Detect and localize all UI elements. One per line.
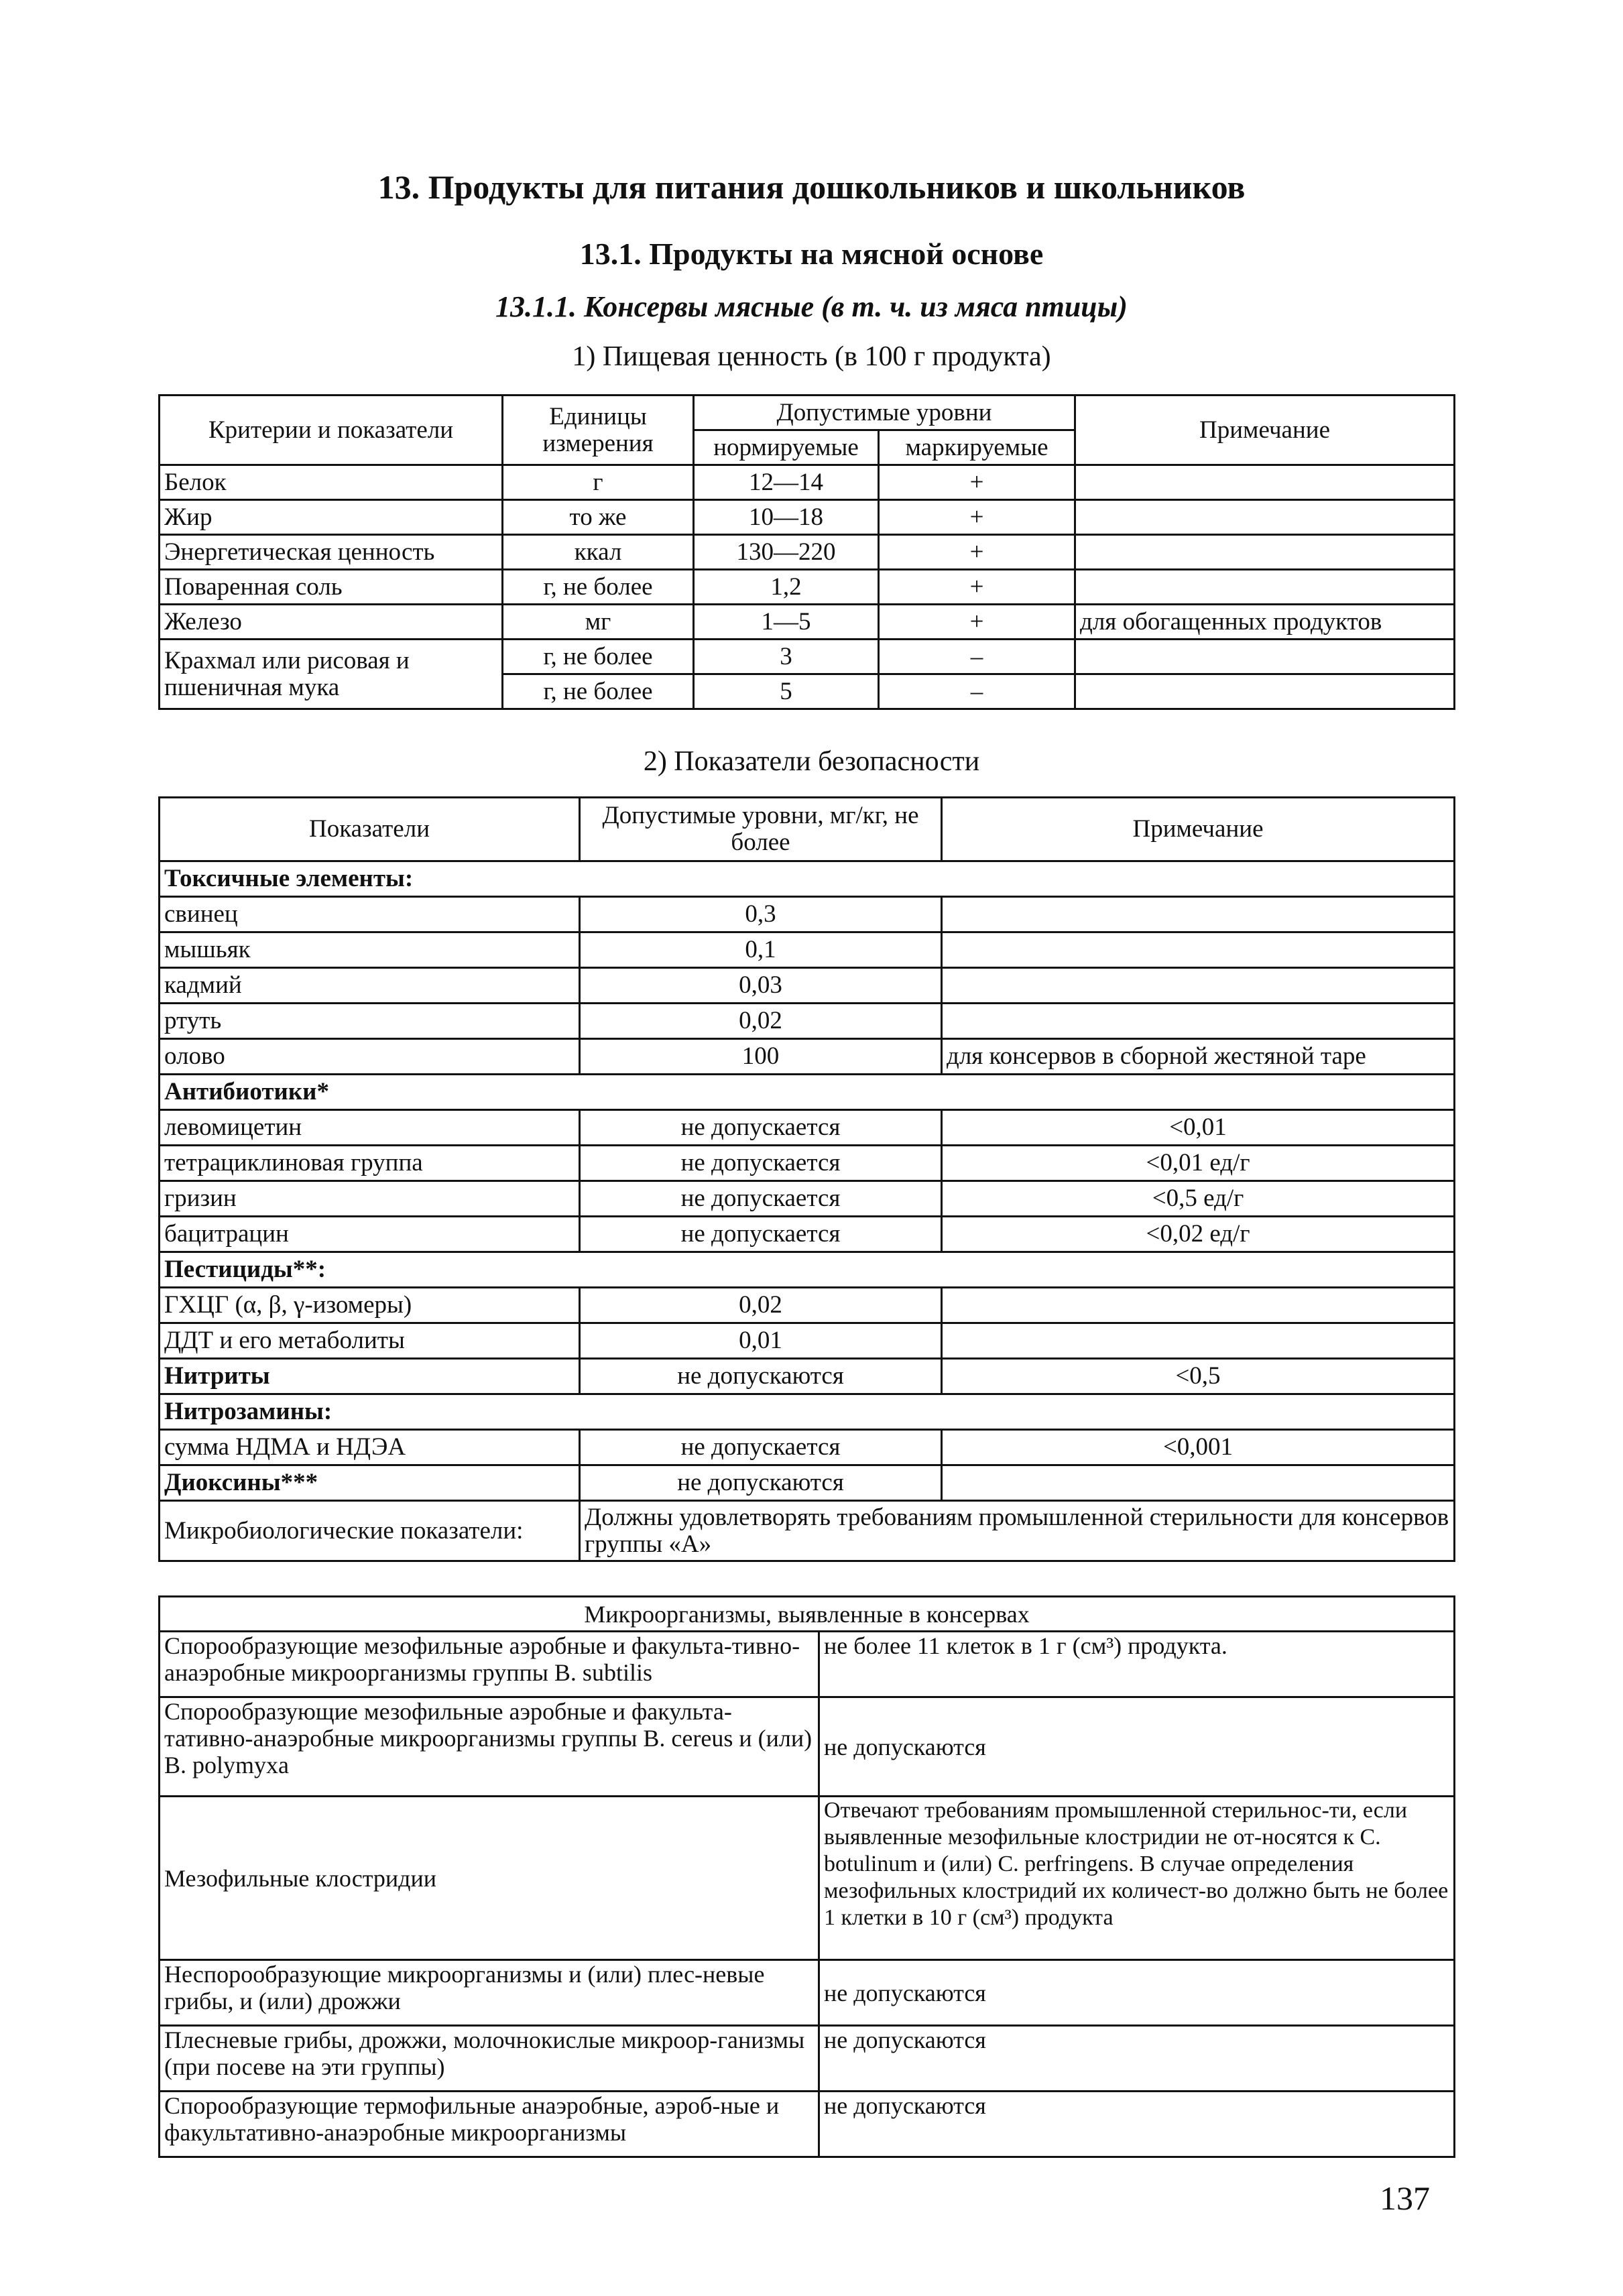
header-marked: маркируемые	[879, 430, 1075, 465]
header-note: Примечание	[1075, 396, 1455, 465]
row-name: олово	[160, 1039, 580, 1075]
row-marked: +	[879, 500, 1075, 535]
row-normed: 5	[694, 674, 879, 709]
header-levels: Допустимые уровни, мг/кг, не более	[580, 798, 942, 861]
table-row	[160, 640, 1455, 674]
table-row	[160, 1217, 1455, 1252]
row-name: кадмий	[160, 968, 580, 1004]
row-name: ГХЦГ (α, β, γ-изомеры)	[160, 1288, 580, 1323]
table-row	[160, 897, 1455, 932]
header-note: Примечание	[942, 798, 1455, 861]
header-criteria: Критерии и показатели	[160, 396, 503, 465]
page-title: 13. Продукты для питания дошкольников и школьников	[377, 168, 1246, 206]
row-normed: 3	[694, 640, 879, 674]
table-row	[160, 2092, 1455, 2157]
header-units: Единицы измерения	[503, 396, 694, 465]
table-row	[160, 1323, 1455, 1359]
row-level: 100	[580, 1039, 942, 1075]
row-marked: +	[879, 605, 1075, 640]
row-note: <0,5 ед/г	[942, 1181, 1455, 1217]
section-title: 13.1. Продукты на мясной основе	[579, 237, 1044, 271]
row-level: не допускаются	[580, 1465, 942, 1501]
row-name: сумма НДМА и НДЭА	[160, 1430, 580, 1465]
row-name: Плесневые грибы, дрожжи, молочнокислые микроор-ганизмы (при посеве на эти группы)	[160, 2026, 819, 2092]
row-normed: 1,2	[694, 570, 879, 605]
row-name: свинец	[160, 897, 580, 932]
table-row	[160, 2026, 1455, 2092]
row-normed: 12—14	[694, 465, 879, 500]
row-note	[942, 897, 1455, 932]
row-name: Спорообразующие термофильные анаэробные, аэроб-ные и факультативно-анаэробные микроорганизмы	[160, 2092, 819, 2157]
table-header-row	[160, 396, 1455, 430]
row-level: 0,1	[580, 932, 942, 968]
row-level: не допускается	[580, 1430, 942, 1465]
row-unit: г, не более	[503, 640, 694, 674]
header-levels: Допустимые уровни	[694, 396, 1075, 430]
table-row	[160, 1697, 1455, 1797]
table-row	[160, 605, 1455, 640]
row-name-starch: Крахмал или рисовая и пшеничная мука	[160, 640, 503, 709]
row-name: ДДТ и его метаболиты	[160, 1323, 580, 1359]
row-note	[1075, 570, 1455, 605]
row-value: Отвечают требованиям промышленной стерильнос-ти, если выявленные мезофильные клостридии не от-носятся к C. botulinum и (или) C. perfringens. В случае определения мезофильных клостридий их количест-во должно быть не более 1 клетки в 10 г (см³) продукта	[819, 1797, 1455, 1960]
nutrition-table	[158, 394, 1455, 710]
row-level: 0,02	[580, 1004, 942, 1039]
row-unit: мг	[503, 605, 694, 640]
row-marked: +	[879, 465, 1075, 500]
row-marked: –	[879, 640, 1075, 674]
row-note	[1075, 535, 1455, 570]
row-level: 0,03	[580, 968, 942, 1004]
row-unit: ккал	[503, 535, 694, 570]
microorganisms-table	[158, 1595, 1455, 2158]
row-value: не допускаются	[819, 1960, 1455, 2026]
safety-table	[158, 796, 1455, 1562]
table-row	[160, 1039, 1455, 1075]
table-row	[160, 1501, 1455, 1561]
row-note	[942, 932, 1455, 968]
row-name: Мезофильные клостридии	[160, 1797, 819, 1960]
row-name: Белок	[160, 465, 503, 500]
row-note: <0,01	[942, 1110, 1455, 1146]
micro-value: Должны удовлетворять требованиям промышленной стерильности для консервов группы «А»	[580, 1501, 1455, 1561]
row-name: левомицетин	[160, 1110, 580, 1146]
row-note	[1075, 640, 1455, 674]
row-level: не допускаются	[580, 1359, 942, 1394]
table-row	[160, 1797, 1455, 1960]
row-normed: 130—220	[694, 535, 879, 570]
row-name: бацитрацин	[160, 1217, 580, 1252]
row-value: не допускаются	[819, 1697, 1455, 1797]
group-nitrosamines: Нитрозамины:	[160, 1394, 1455, 1430]
row-note: для обогащенных продуктов	[1075, 605, 1455, 640]
page-number: 137	[1380, 2179, 1430, 2217]
table-title: Микроорганизмы, выявленные в консервах	[160, 1597, 1455, 1632]
row-name: Энергетическая ценность	[160, 535, 503, 570]
row-level: не допускается	[580, 1110, 942, 1146]
table-row	[160, 535, 1455, 570]
row-level: 0,01	[580, 1323, 942, 1359]
group-row	[160, 1075, 1455, 1110]
table-header-row	[160, 798, 1455, 861]
row-value: не допускаются	[819, 2026, 1455, 2092]
row-normed: 1—5	[694, 605, 879, 640]
row-note	[942, 968, 1455, 1004]
micro-label: Микробиологические показатели:	[160, 1501, 580, 1561]
table-row	[160, 500, 1455, 535]
table-row	[160, 932, 1455, 968]
row-normed: 10—18	[694, 500, 879, 535]
row-name: гризин	[160, 1181, 580, 1217]
row-note	[1075, 500, 1455, 535]
row-note	[1075, 465, 1455, 500]
row-note	[942, 1465, 1455, 1501]
row-note: <0,02 ед/г	[942, 1217, 1455, 1252]
row-unit: г	[503, 465, 694, 500]
header-indicators: Показатели	[160, 798, 580, 861]
row-unit: г, не более	[503, 674, 694, 709]
row-note: <0,5	[942, 1359, 1455, 1394]
group-nitrites: Нитриты	[160, 1359, 580, 1394]
row-name: ртуть	[160, 1004, 580, 1039]
row-name: Железо	[160, 605, 503, 640]
table-row	[160, 1465, 1455, 1501]
table-row	[160, 570, 1455, 605]
table-row	[160, 1960, 1455, 2026]
table-row	[160, 1430, 1455, 1465]
row-name: мышьяк	[160, 932, 580, 968]
row-note	[942, 1288, 1455, 1323]
table-row	[160, 1288, 1455, 1323]
group-toxic: Токсичные элементы:	[160, 861, 1455, 897]
table-row	[160, 1146, 1455, 1181]
row-note: <0,01 ед/г	[942, 1146, 1455, 1181]
table-header-row	[160, 1597, 1455, 1632]
row-unit: г, не более	[503, 570, 694, 605]
row-level: не допускается	[580, 1181, 942, 1217]
row-note	[942, 1323, 1455, 1359]
row-value: не допускаются	[819, 2092, 1455, 2157]
row-level: 0,02	[580, 1288, 942, 1323]
row-name: тетрациклиновая группа	[160, 1146, 580, 1181]
row-name: Спорообразующие мезофильные аэробные и факульта-тивно-анаэробные микроорганизмы группы B. subtilis	[160, 1632, 819, 1697]
row-value: не более 11 клеток в 1 г (см³) продукта.	[819, 1632, 1455, 1697]
row-unit: то же	[503, 500, 694, 535]
header-normed: нормируемые	[694, 430, 879, 465]
table-row	[160, 968, 1455, 1004]
row-level: не допускается	[580, 1146, 942, 1181]
group-pesticides: Пестициды**:	[160, 1252, 1455, 1288]
table-row	[160, 465, 1455, 500]
row-note	[1075, 674, 1455, 709]
group-dioxins: Диоксины***	[160, 1465, 580, 1501]
row-name: Спорообразующие мезофильные аэробные и факульта-тативно-анаэробные микроорганизмы группы B. cereus и (или) B. polymyxa	[160, 1697, 819, 1797]
table-row	[160, 1359, 1455, 1394]
row-level: 0,3	[580, 897, 942, 932]
row-note: <0,001	[942, 1430, 1455, 1465]
nutrition-table-caption: 1) Пищевая ценность (в 100 г продукта)	[572, 341, 1051, 372]
row-name: Неспорообразующие микроорганизмы и (или) плес-невые грибы, и (или) дрожжи	[160, 1960, 819, 2026]
row-name: Поваренная соль	[160, 570, 503, 605]
row-note	[942, 1004, 1455, 1039]
row-note: для консервов в сборной жестяной таре	[942, 1039, 1455, 1075]
subsection-title: 13.1.1. Консервы мясные (в т. ч. из мяса птицы)	[495, 290, 1128, 323]
table-row	[160, 1004, 1455, 1039]
table-row	[160, 1110, 1455, 1146]
row-marked: +	[879, 570, 1075, 605]
table-row	[160, 1632, 1455, 1697]
group-row	[160, 1394, 1455, 1430]
group-row	[160, 1252, 1455, 1288]
group-row	[160, 861, 1455, 897]
row-marked: +	[879, 535, 1075, 570]
row-level: не допускается	[580, 1217, 942, 1252]
group-antibiotics: Антибиотики*	[160, 1075, 1455, 1110]
table-row	[160, 1181, 1455, 1217]
row-marked: –	[879, 674, 1075, 709]
safety-table-caption: 2) Показатели безопасности	[643, 746, 980, 777]
row-name: Жир	[160, 500, 503, 535]
